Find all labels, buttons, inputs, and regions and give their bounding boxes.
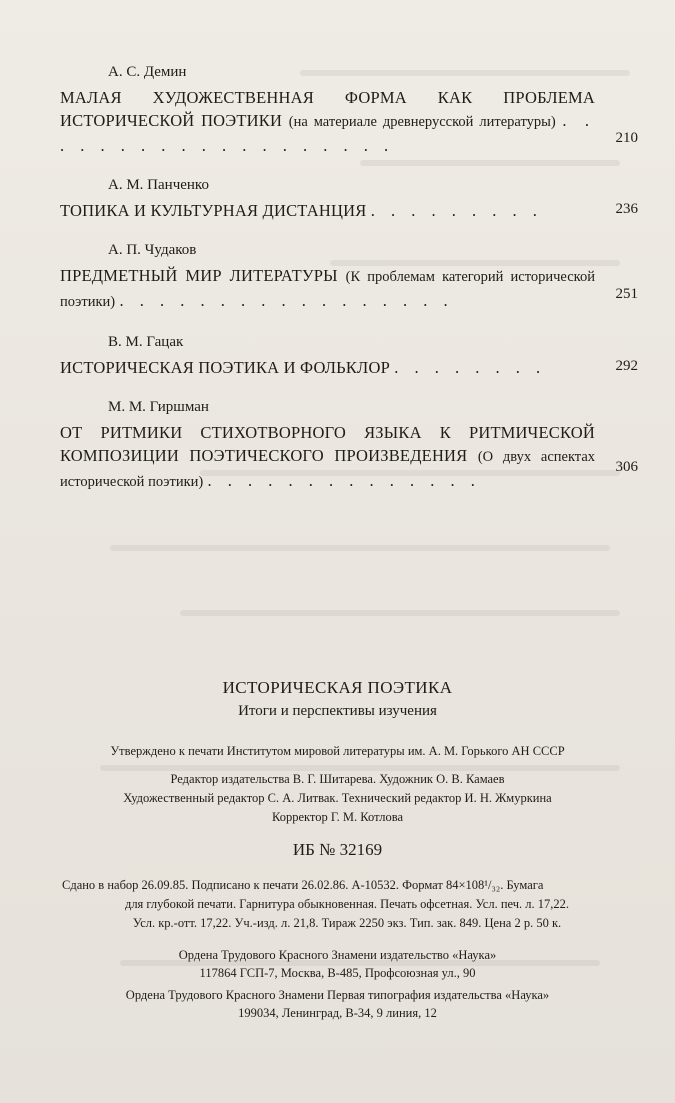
publisher-line: Ордена Трудового Красного Знамени издательство «Наука»	[178, 948, 497, 962]
toc-title	[60, 199, 595, 222]
toc-title-sub: (О двух аспектах исторической поэтики)	[60, 449, 595, 490]
approval-line: Утверждено к печати Институтом мировой литературы им. А. М. Горького АН СССР	[110, 744, 565, 758]
toc-title	[60, 86, 595, 157]
toc-page-number: 236	[615, 201, 638, 217]
toc-title-sub: (К проблемам категорий исторической поэтики)	[60, 269, 595, 310]
book-subtitle: Итоги и перспективы изучения	[238, 703, 437, 719]
bleed-through-line	[110, 545, 610, 551]
editors-line: Редактор издательства В. Г. Шитарева. Художник О. В. Камаев	[170, 772, 505, 786]
toc-title-main: МАЛАЯ ХУДОЖЕСТВЕННАЯ ФОРМА КАК ПРОБЛЕМА ИСТОРИЧЕСКОЙ ПОЭТИКИ	[60, 88, 595, 130]
table-of-contents	[60, 62, 650, 512]
toc-title-main: ТОПИКА И КУЛЬТУРНАЯ ДИСТАНЦИЯ	[60, 201, 367, 220]
toc-author: А. М. Панченко	[108, 177, 209, 193]
technical-data	[62, 876, 632, 933]
toc-entry	[60, 332, 650, 379]
toc-entry	[60, 175, 650, 222]
leader-dots: . . . . . . . . . . . . . . . . .	[119, 291, 454, 310]
toc-title	[60, 264, 595, 314]
ib-number: ИБ № 32169	[292, 840, 383, 859]
toc-page-number: 292	[615, 358, 638, 374]
leader-dots: . . . . . . . . . . . . . . . . . . .	[60, 111, 596, 155]
technical-line: Усл. кр.-отт. 17,22. Уч.-изд. л. 21,8. Тираж 2250 экз. Тип. зак. 849. Цена 2 р. 50 к.	[132, 916, 562, 930]
toc-entry	[60, 397, 650, 494]
toc-author: М. М. Гиршман	[108, 399, 209, 415]
editors-line: Художественный редактор С. А. Литвак. Технический редактор И. Н. Жмуркина	[123, 791, 552, 805]
toc-title-main: ПРЕДМЕТНЫЙ МИР ЛИТЕРАТУРЫ	[60, 266, 338, 285]
leader-dots: . . . . . . . .	[394, 358, 547, 377]
toc-entry	[60, 240, 650, 314]
toc-title-main: ИСТОРИЧЕСКАЯ ПОЭТИКА И ФОЛЬКЛОР	[60, 358, 390, 377]
toc-title-main: ОТ РИТМИКИ СТИХОТВОРНОГО ЯЗЫКА К РИТМИЧЕСКОЙ КОМПОЗИЦИИ ПОЭТИЧЕСКОГО ПРОИЗВЕДЕНИЯ	[60, 423, 595, 465]
bleed-through-line	[180, 610, 620, 616]
toc-title	[60, 356, 595, 379]
leader-dots: . . . . . . . . .	[370, 201, 543, 220]
publisher-address: 117864 ГСП-7, Москва, В-485, Профсоюзная ул., 90	[199, 966, 476, 980]
toc-title	[60, 421, 595, 494]
toc-page-number: 251	[615, 286, 638, 302]
printer-line: Ордена Трудового Красного Знамени Первая типография издательства «Наука»	[125, 988, 550, 1002]
toc-author: В. М. Гацак	[108, 334, 184, 350]
leader-dots: . . . . . . . . . . . . . .	[207, 471, 481, 490]
technical-line: для глубокой печати. Гарнитура обыкновенная. Печать офсетная. Усл. печ. л. 17,22.	[124, 897, 570, 911]
toc-page-number: 210	[615, 130, 638, 146]
toc-page-number: 306	[615, 459, 638, 475]
toc-title-sub: (на материале древнерусской литературы)	[288, 114, 556, 130]
toc-author: А. С. Демин	[108, 64, 187, 80]
printer-address: 199034, Ленинград, В-34, 9 линия, 12	[238, 1006, 437, 1020]
book-title: ИСТОРИЧЕСКАЯ ПОЭТИКА	[222, 678, 453, 697]
toc-author: А. П. Чудаков	[108, 242, 197, 258]
toc-entry	[60, 62, 650, 157]
technical-line: Сдано в набор 26.09.85. Подписано к печати 26.02.86. А-10532. Формат 84×108¹/₃₂. Бумага	[62, 878, 544, 892]
editors-line: Корректор Г. М. Котлова	[272, 810, 403, 824]
